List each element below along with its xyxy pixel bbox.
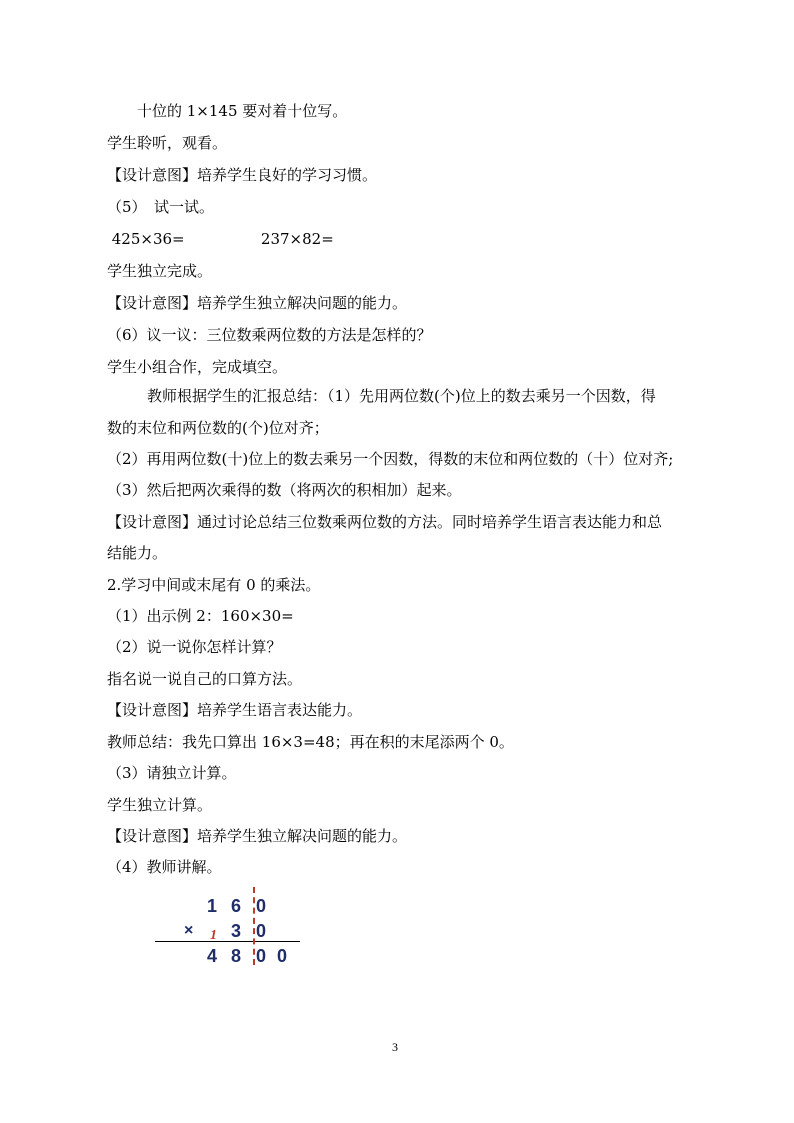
text-line-18: （2）说一说你怎样计算？: [107, 638, 282, 656]
product-digit: 8: [231, 946, 242, 966]
text-line-19: 指名说一说自己的口算方法。: [107, 670, 303, 688]
page-number: 3: [392, 1040, 398, 1054]
text-line-22: （3）请独立计算。: [107, 764, 237, 782]
text-line-14: 【设计意图】通过讨论总结三位数乘两位数的方法。同时培养学生语言表达能力和总: [107, 513, 663, 531]
text-line-9: 学生小组合作，完成填空。: [107, 358, 288, 376]
text-line-4: （5） 试一试。: [107, 198, 215, 216]
product-digit: 0: [256, 946, 267, 966]
calculation-rule: [155, 941, 300, 942]
text-line-24: 【设计意图】培养学生独立解决问题的能力。: [107, 827, 408, 845]
text-line-21: 教师总结：我先口算出 16×3=48；再在积的末尾添两个 0。: [107, 733, 514, 751]
multiplicand-digit: 6: [231, 896, 242, 916]
multiplicand-digit: 1: [207, 896, 218, 916]
text-line-16: 2.学习中间或末尾有 0 的乘法。: [107, 576, 321, 594]
text-line-1: 十位的 1×145 要对着十位写。: [137, 102, 348, 120]
product-digit: 4: [207, 946, 218, 966]
text-line-12: （2）再用两位数(十)位上的数去乘另一个因数，得数的末位和两位数的（十）位对齐;: [107, 450, 674, 468]
text-line-7: 【设计意图】培养学生独立解决问题的能力。: [107, 294, 408, 312]
text-line-6: 学生独立完成。: [107, 262, 213, 280]
multiplicand-digit: 0: [256, 896, 267, 916]
text-line-8: （6）议一议：三位数乘两位数的方法是怎样的？: [107, 326, 432, 344]
text-line-10: 教师根据学生的汇报总结：（1）先用两位数(个)位上的数去乘另一个因数，得: [147, 387, 656, 405]
text-line-15: 结能力。: [107, 544, 168, 562]
text-line-13: （3）然后把两次乘得的数（将两次的积相加）起来。: [107, 481, 462, 499]
product-digit: 0: [277, 946, 288, 966]
text-line-23: 学生独立计算。: [107, 796, 213, 814]
text-line-25: （4）教师讲解。: [107, 858, 222, 876]
alignment-dash-line: [253, 887, 255, 965]
multiplier-digit: 3: [231, 921, 242, 941]
multiplier-digit: 0: [256, 921, 267, 941]
multiply-sign: ×: [184, 922, 194, 939]
text-line-5: 425×36= 237×82=: [107, 230, 334, 248]
text-line-11: 数的末位和两位数的(个)位对齐；: [107, 419, 329, 437]
text-line-17: （1）出示例 2：160×30=: [107, 607, 294, 625]
vertical-multiplication: [150, 890, 310, 970]
text-line-3: 【设计意图】培养学生良好的学习习惯。: [107, 166, 378, 184]
text-line-2: 学生聆听，观看。: [107, 134, 228, 152]
text-line-20: 【设计意图】培养学生语言表达能力。: [107, 701, 363, 719]
carry-digit: 1: [210, 928, 217, 943]
